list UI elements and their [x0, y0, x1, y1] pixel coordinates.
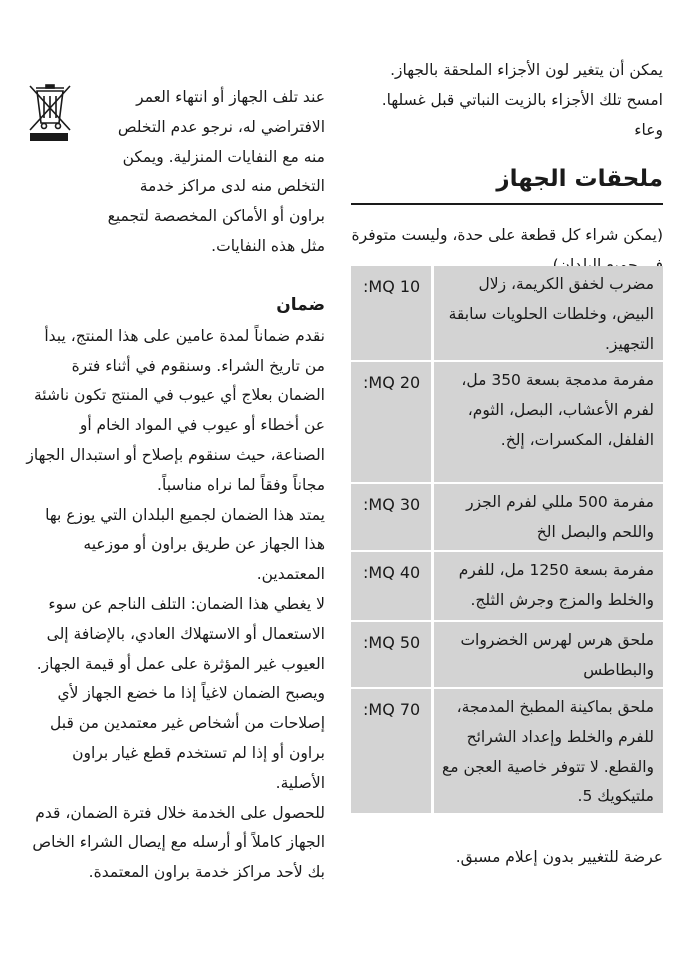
description-cell: مفرمة مدمجة بسعة 350 مل، لفرم الأعشاب، البصل، الثوم، الفلفل، المكسرات، إلخ.: [461, 371, 654, 449]
table-row: [351, 689, 663, 813]
table-row: [351, 266, 663, 360]
left-column: [22, 83, 325, 888]
disposal-section: [22, 83, 325, 262]
model-cell: :MQ 30: [351, 484, 434, 550]
disposal-text: عند تلف الجهاز أو انتهاء العمر الافتراضي له، نرجو عدم التخلص منه مع النفايات المنزلية. ويمكن التخلص منه لدى مراكز خدمة براون أو الأماكن المخصصة لتجميع مثل هذه النفايات.: [107, 88, 325, 255]
warranty-paragraph: نقدم ضماناً لمدة عامين على هذا المنتج، يبدأ من تاريخ الشراء. وسنقوم في أثناء فترة الضمان بعلاج أي عيوب في المنتج تكون ناشئة عن أخطاء أو عيوب في المواد الخام أو الصناعة، حيث سنقوم بإصلاح أو استبدال الجهاز مجاناً وفقاً لما نراه مناسباً.: [26, 326, 325, 494]
heading-divider: [351, 203, 663, 205]
warranty-heading: ضمان: [276, 294, 325, 315]
model-cell: :MQ 70: [351, 689, 434, 813]
warranty-paragraph: لا يغطي هذا الضمان: التلف الناجم عن سوء الاستعمال أو الاستهلاك العادي، بالإضافة إلى العيوب غير المؤثرة على عمل أو قيمة الجهاز. ويصبح الضمان لاغياً إذا ما خضع الجهاز لأي إصلاحات من أشخاص غير معتمدين من قبل براون أو إذا لم تستخدم قطع غيار براون الأصلية.: [36, 594, 325, 792]
warranty-paragraph: يمتد هذا الضمان لجميع البلدان التي يوزع بها هذا الجهاز عن طريق براون أو موزعيه المعتمدين.: [45, 505, 325, 584]
model-cell: :MQ 10: [351, 266, 434, 360]
availability-text: (يمكن شراء كل قطعة على حدة، وليست متوفرة: [351, 226, 663, 245]
table-row: [351, 362, 663, 482]
table-row: [351, 484, 663, 550]
description-cell: ملحق هرس لهرس الخضروات والبطاطس: [460, 631, 654, 679]
crossed-out-wheelie-bin-icon: [22, 83, 82, 143]
model-cell: :MQ 20: [351, 362, 434, 482]
footer-note: عرضة للتغيير بدون إعلام مسبق.: [455, 848, 663, 866]
table-row: [351, 552, 663, 620]
model-cell: :MQ 50: [351, 622, 434, 687]
description-cell: ملحق بماكينة المطبخ المدمجة، للفرم والخلط وإعداد الشرائح والقطع. لا تتوفر خاصية العجن مع ملتيكويك 5.: [442, 698, 654, 806]
model-cell: :MQ 40: [351, 552, 434, 620]
accessories-heading: ملحقات الجهاز: [496, 166, 663, 193]
right-column: [351, 56, 663, 281]
description-cell: مفرمة بسعة 1250 مل، للفرم والخلط والمزج وجرش الثلج.: [458, 561, 654, 609]
intro-text: يمكن أن يتغير لون الأجزاء الملحقة بالجهاز. امسح تلك الأجزاء بالزيت النباتي قبل غسلها. وعاء: [381, 61, 663, 139]
accessories-table: [351, 266, 663, 815]
description-cell: مفرمة 500 مللي لفرم الجزر واللحم والبصل الخ: [466, 493, 654, 541]
description-cell: مضرب لخفق الكريمة، زلال البيض، وخلطات الحلويات سابقة التجهيز.: [448, 275, 654, 353]
warranty-paragraph: للحصول على الخدمة خلال فترة الضمان، قدم الجهاز كاملاً أو أرسله مع إيصال الشراء الخاص بك لأحد مراكز خدمة براون المعتمدة.: [32, 803, 325, 882]
table-row: [351, 622, 663, 687]
